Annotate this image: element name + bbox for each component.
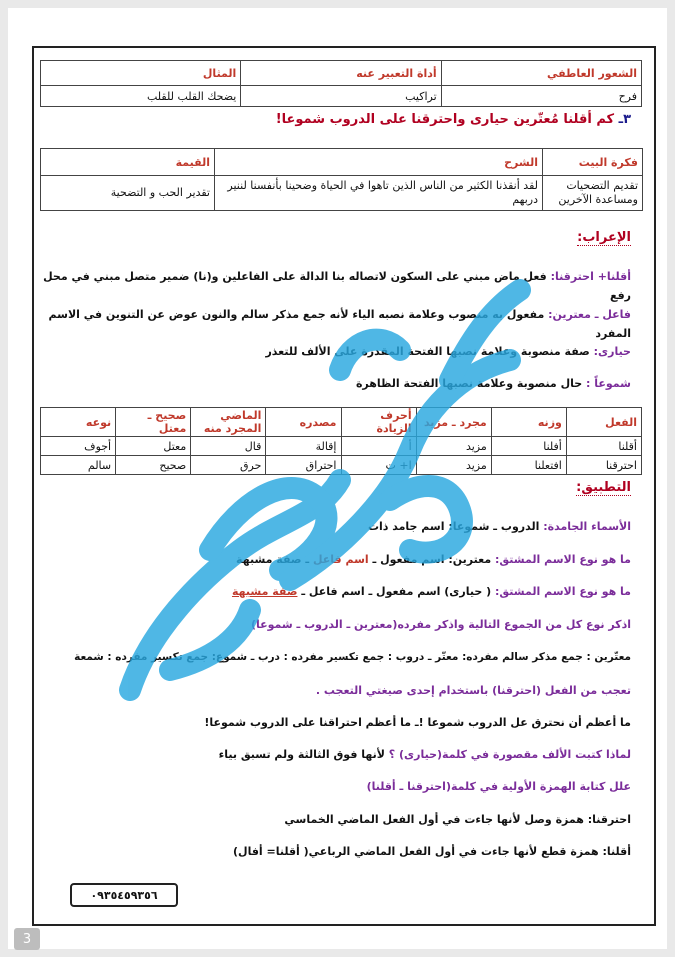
th-past-root: الماضي المجرد منه xyxy=(191,408,266,437)
table-cell: إقالة xyxy=(266,437,341,456)
q4-line: اذكر نوع كل من الجموع التالية واذكر مفرده(معترين ـ الدروب ـ شموعا) xyxy=(250,618,631,631)
q9-line: علل كتابة الهمزة الأولية في كلمة(احترقنا ـ أقلنا) xyxy=(366,780,631,793)
table-cell: حرق xyxy=(191,456,266,475)
iraab-text-1: فعل ماض مبني على السكون لاتصاله بنا الدالة على الفاعلين و(نا) ضمير متصل مبني في محل رفع xyxy=(43,270,631,302)
q6-line: تعجب من الفعل (احترقنا) باستخدام إحدى صيغتي التعجب . xyxy=(315,684,631,697)
iraab-label-2: فاعل ـ معترين: xyxy=(548,308,631,321)
q1-text: الدروب ـ شموعا: اسم جامد ذات xyxy=(367,520,540,533)
q8-text: لأنها فوق الثالثة ولم تسبق بياء xyxy=(218,748,385,761)
iraab-paragraph-3 xyxy=(41,342,631,361)
iraab-label-3: حيارى: xyxy=(593,345,631,358)
table-cell: احترقنا xyxy=(566,456,641,475)
verb-analysis-table xyxy=(40,407,642,475)
th-emotion: الشعور العاطفي xyxy=(441,61,641,86)
q8-line xyxy=(219,748,631,761)
page-number: 3 xyxy=(14,928,40,950)
q11-line: أقلنا: همزة قطع لأنها جاءت في أول الفعل الماضي الرباعي( أقلنا= أفال) xyxy=(233,845,631,858)
iraab-paragraph-1 xyxy=(41,267,631,343)
td-emotion: فرح xyxy=(441,86,641,107)
table-cell: قال xyxy=(191,437,266,456)
td-tool: تراكيب xyxy=(241,86,441,107)
table-cell: سالم xyxy=(41,456,116,475)
table-cell: أفلنا xyxy=(491,437,566,456)
q3-label: ما هو نوع الاسم المشتق: xyxy=(494,585,631,598)
q10-line: احترقنا: همزة وصل لأنها جاءت في أول الفعل الماضي الخماسي xyxy=(284,813,631,826)
th-masdar: مصدره xyxy=(266,408,341,437)
th-sound-weak: صحيح ـ معتل xyxy=(116,408,191,437)
th-example: المثال xyxy=(41,61,241,86)
iraab-label-1: أقلنا+ احترقنا: xyxy=(550,270,631,283)
iraab-title: الإعراب: xyxy=(577,230,631,245)
iraab-text-4: حال منصوبة وعلامة نصبها الفتحة الظاهرة xyxy=(355,377,583,390)
q7-line: ما أعظم أن نحترق عل الدروب شموعا !ـ ما أعظم احتراقنا على الدروب شموعا! xyxy=(204,716,631,729)
q3-answer: صفة مشبهة xyxy=(231,585,298,598)
q2-line xyxy=(236,553,631,566)
phone-number-box: ٠٩٣٥٤٥٩٣٥٦ xyxy=(70,883,178,907)
table-cell: أجوف xyxy=(41,437,116,456)
iraab-text-3: صفة منصوبة وعلامة نصبها الفتحة المقدرة على الألف للتعذر xyxy=(265,345,590,358)
th-mujarrad: مجرد ـ مزيد xyxy=(416,408,491,437)
table-cell: أقلنا xyxy=(566,437,641,456)
th-value: القيمة xyxy=(41,149,215,176)
td-explanation: لقد أنقذنا الكثير من الناس الذين تاهوا في الحياة وضحينا بأنفسنا لننير دربهم xyxy=(215,176,543,211)
q3-line xyxy=(232,585,631,598)
td-example: يضحك القلب للقلب xyxy=(41,86,241,107)
table-cell: مزيد xyxy=(416,437,491,456)
table-cell: صحيح xyxy=(116,456,191,475)
table-row xyxy=(41,456,642,475)
iraab-label-4: شموعاً : xyxy=(586,377,631,390)
td-idea: تقديم التضحيات ومساعدة الآخرين xyxy=(543,176,643,211)
verse-explanation-table xyxy=(40,148,643,211)
q3-text-a: ( حيارى) اسم مفعول ـ اسم فاعل ـ xyxy=(301,585,492,598)
th-tool: أداة التعبير عنه xyxy=(241,61,441,86)
table-cell: افتعلنا xyxy=(491,456,566,475)
verse-heading xyxy=(276,112,631,127)
verse-number: ٣ـ xyxy=(618,112,631,127)
th-verb: الفعل xyxy=(566,408,641,437)
q2-label: ما هو نوع الاسم المشتق: xyxy=(494,553,631,566)
td-value: تقدير الحب و التضحية xyxy=(41,176,215,211)
q2-answer: اسم فاعل xyxy=(312,553,369,566)
iraab-paragraph-4 xyxy=(41,374,631,393)
table-cell: مزيد xyxy=(416,456,491,475)
q5-line: معتّرين : جمع مذكر سالم مفرده: معتّر ـ دروب : جمع تكسير مفرده : درب ـ شموع: جمع تكسير مفرده : شمعة xyxy=(74,651,631,663)
tatbiq-title: التطبيق: xyxy=(576,480,631,495)
q1-line xyxy=(368,520,631,533)
emotion-table xyxy=(40,60,642,107)
table-cell: معتل xyxy=(116,437,191,456)
th-type: نوعه xyxy=(41,408,116,437)
q8-label: لماذا كتبت الألف مقصورة في كلمة(حيارى) ؟ xyxy=(388,748,631,761)
verb-table-header-row xyxy=(41,408,642,437)
iraab-text-2: مفعول به منصوب وعلامة نصبه الياء لأنه جمع مذكر سالم والنون عوض عن التنوين في الاسم المفرد xyxy=(48,308,631,340)
th-added-letters: أحرف الزيادة xyxy=(341,408,416,437)
q1-label: الأسماء الجامدة: xyxy=(543,520,631,533)
table-cell: ا+ ت xyxy=(341,456,416,475)
table-row xyxy=(41,437,642,456)
th-explanation: الشرح xyxy=(215,149,543,176)
verse-text: كم أقلنا مُعتّرين حيارى واحترقنا على الدروب شموعا! xyxy=(275,112,615,127)
q2-text-c: ـ صفة مشبهة xyxy=(236,553,310,566)
th-pattern: وزنه xyxy=(491,408,566,437)
table-cell: أ xyxy=(341,437,416,456)
q2-text-a: معترين: اسم مفعول ـ xyxy=(372,553,492,566)
th-idea: فكرة البيت xyxy=(543,149,643,176)
table-cell: احتراق xyxy=(266,456,341,475)
